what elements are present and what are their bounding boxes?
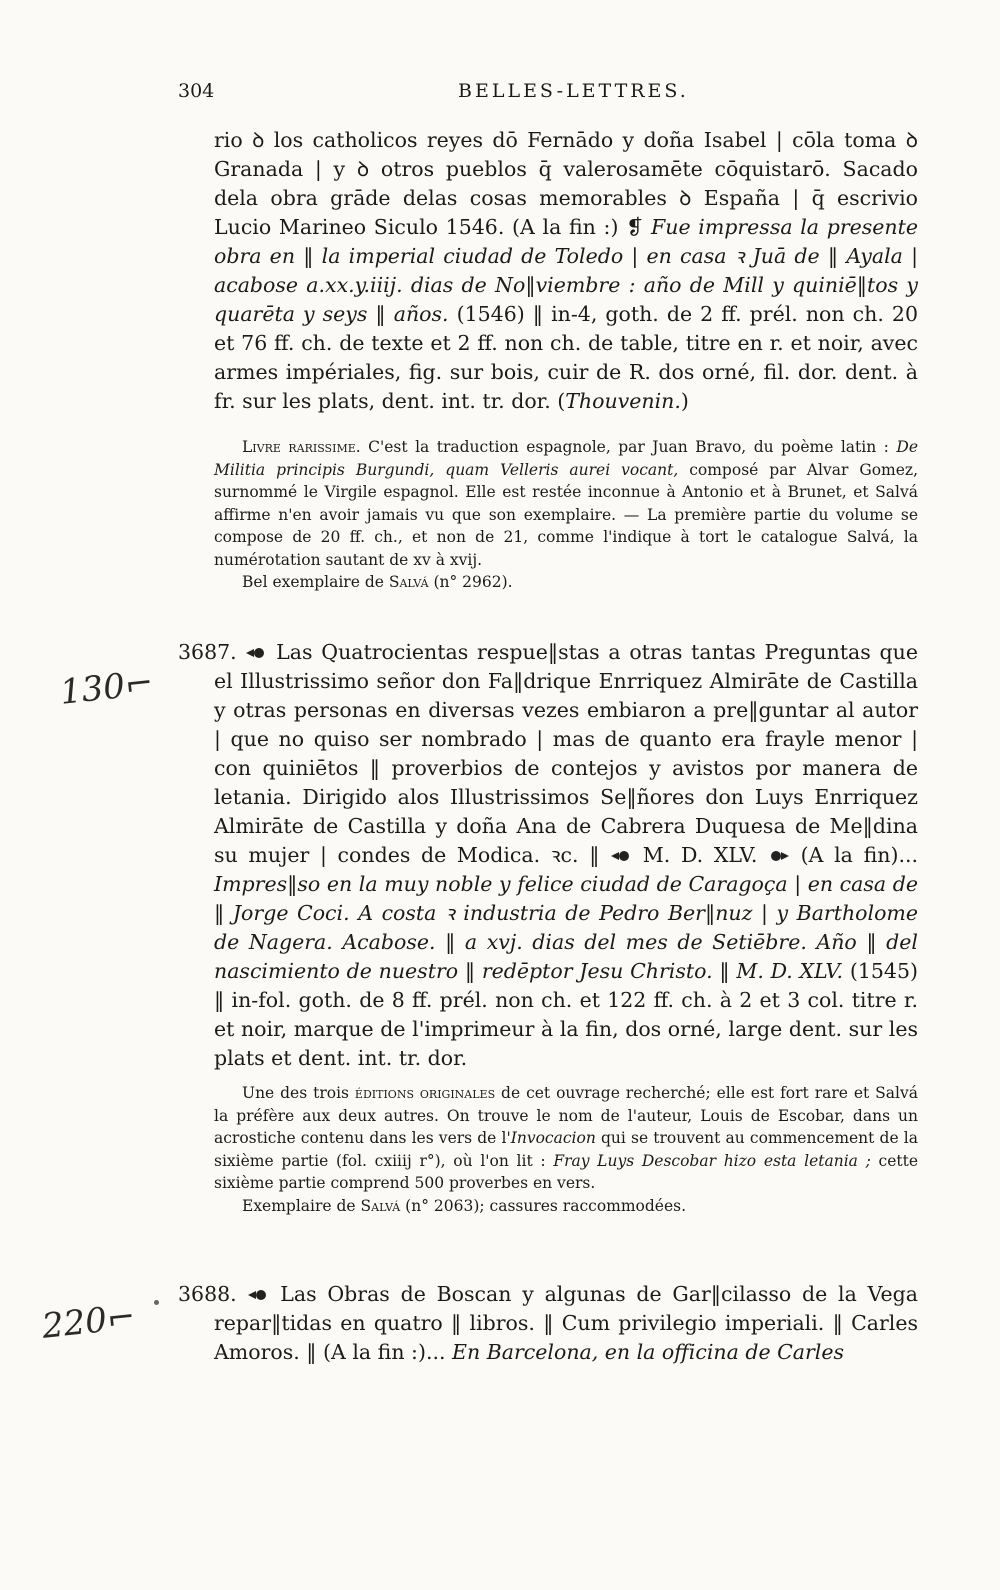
pointing-hand-icon xyxy=(610,843,632,867)
copy-provenance: Exemplaire de Salvá (n° 2063); cassures raccommodées. xyxy=(242,1196,687,1215)
note-paragraph: Une des trois éditions originales de cet ouvrage recherché; elle est fort rare et Salvá la préfère aux deux autres. On trouve le nom de l'auteur, Louis de Escobar, dans un acrostiche contenu dans les vers de l'Invocacion qui se trouvent au commencement de la sixième partie (fol. cxiiij r°), où l'on lit : Fray Luys Descobar hizo esta letania ; cette sixième partie comprend 500 proverbes en vers. xyxy=(214,1084,919,1192)
entry-continuation xyxy=(214,126,918,416)
running-title: BELLES-LETTRES. xyxy=(458,80,689,102)
note-paragraph: Livre rarissime. C'est la traduction espagnole, par Juan Bravo, du poème latin : De Militia principis Burgundi, quam Velleris aurei vocant, composé par Alvar Gomez, surnommé le Virgile espagnol. Elle est restée inconnue à Antonio et à Brunet, et Salvá affirme n'en avoir jamais vu que son exemplaire. — La première partie du volume se compose de 20 ff. ch., et non de 21, comme l'indique à tort le catalogue Salvá, la numérotation sautant de xv à xvij. xyxy=(214,438,919,569)
pointing-hand-icon xyxy=(245,640,267,664)
running-head xyxy=(178,80,918,106)
entry-3687-text: 3687. Las Quatrocientas respue‖stas a otras tantas Preguntas que el Illustrissimo señor don Fa‖drique Enrriquez Almirāte de Castilla y otras personas en diversas vezes embiaron a pre‖guntar al autor | que no quiso ser nombrado | mas de quanto era frayle menor | con quiniētos ‖ proverbios de contejos y avistos por manera de letania. Dirigido alos Illustrissimos Se‖ñores don Luys Enrriquez Almirāte de Castilla y doña Ana de Cabrera Duquesa de Me‖dina su mujer | condes de Modica. ꝛc. ‖ M. D. XLV. (A la fin)... Impres‖so en la muy noble y felice ciudad de Caragoça | en casa de ‖ Jorge Coci. A costa ꝛ industria de Pedro Ber‖nuz | y Bartholome de Nagera. Acabose. ‖ a xvj. dias del mes de Setiēbre. Año ‖ del nascimiento de nuestro ‖ redēptor Jesu Christo. ‖ M. D. XLV. (1545) ‖ in-fol. goth. de 8 ff. prél. non ch. et 122 ff. ch. à 2 et 3 col. titre r. et noir, marque de l'imprimeur à la fin, dos orné, large dent. sur les plats et dent. int. tr. dor. xyxy=(178,640,918,1070)
ink-dot xyxy=(154,1300,159,1305)
catalog-entry-3688 xyxy=(178,1280,918,1367)
pointing-hand-icon xyxy=(247,1282,269,1306)
pointing-hand-icon xyxy=(768,843,790,867)
page-number: 304 xyxy=(178,80,215,102)
colophon: Fue impressa la presente obra en ‖ la imperial ciudad de Toledo | en casa ꝛ Juā de ‖ Ayala | acabose a.xx.y.iiij. dias de No‖viembre : año de Mill y quiniē‖tos y quarēta y seys ‖ años. xyxy=(214,215,918,326)
margin-price-3687: 130⌐ xyxy=(58,663,156,713)
entry-title-text: rio ꝺ los catholicos reyes dō Fernādo y doña Isabel | cōla toma ꝺ Granada | y ꝺ otros pueblos q̄ valerosamēte cōquistarō. Sacado dela obra grāde delas cosas memorables ꝺ España | q̄ escrivio Lucio Marineo Siculo 1546. (A la fin :) ❡ Fue impressa la presente obra en ‖ la imperial ciudad de Toledo | en casa ꝛ Juā de ‖ Ayala | acabose a.xx.y.iiij. dias de No‖viembre : año de Mill y quiniē‖tos y quarēta y seys ‖ años. (1546) ‖ in-4, goth. de 2 ff. prél. non ch. 20 et 76 ff. ch. de texte et 2 ff. non ch. de table, titre en r. et noir, avec armes impériales, fig. sur bois, cuir de R. dos orné, fil. dor. dent. à fr. sur les plats, dent. int. tr. dor. (Thouvenin.) xyxy=(214,128,918,413)
entry-number: 3687. xyxy=(178,640,237,664)
entry-3687-note xyxy=(214,1082,918,1217)
copy-provenance: Bel exemplaire de Salvá (n° 2962). xyxy=(242,573,513,591)
entry-number: 3688. xyxy=(178,1282,237,1306)
colophon: En Barcelona, en la officina de Carles xyxy=(452,1340,845,1364)
pilcrow-icon: ❡ xyxy=(626,215,652,239)
margin-price-3688: 220⌐ xyxy=(40,1297,138,1347)
binder-name: Thouvenin. xyxy=(565,389,681,413)
entry-note xyxy=(214,436,918,594)
colophon: Impres‖so en la muy noble y felice ciudad de Caragoça | en casa de ‖ Jorge Coci. A costa ꝛ industria de Pedro Ber‖nuz | y Bartholome de Nagera. Acabose. ‖ a xvj. dias del mes de Setiēbre. Año ‖ del nascimiento de nuestro ‖ redēptor Jesu Christo. ‖ M. D. XLV. xyxy=(214,872,918,983)
catalog-entry-3687 xyxy=(178,638,918,1073)
entry-3688-text: 3688. Las Obras de Boscan y algunas de Gar‖cilasso de la Vega repar‖tidas en quatro ‖ libros. ‖ Cum privilegio imperiali. ‖ Carles Amoros. ‖ (A la fin :)... En Barcelona, en la officina de Carles xyxy=(178,1282,918,1364)
